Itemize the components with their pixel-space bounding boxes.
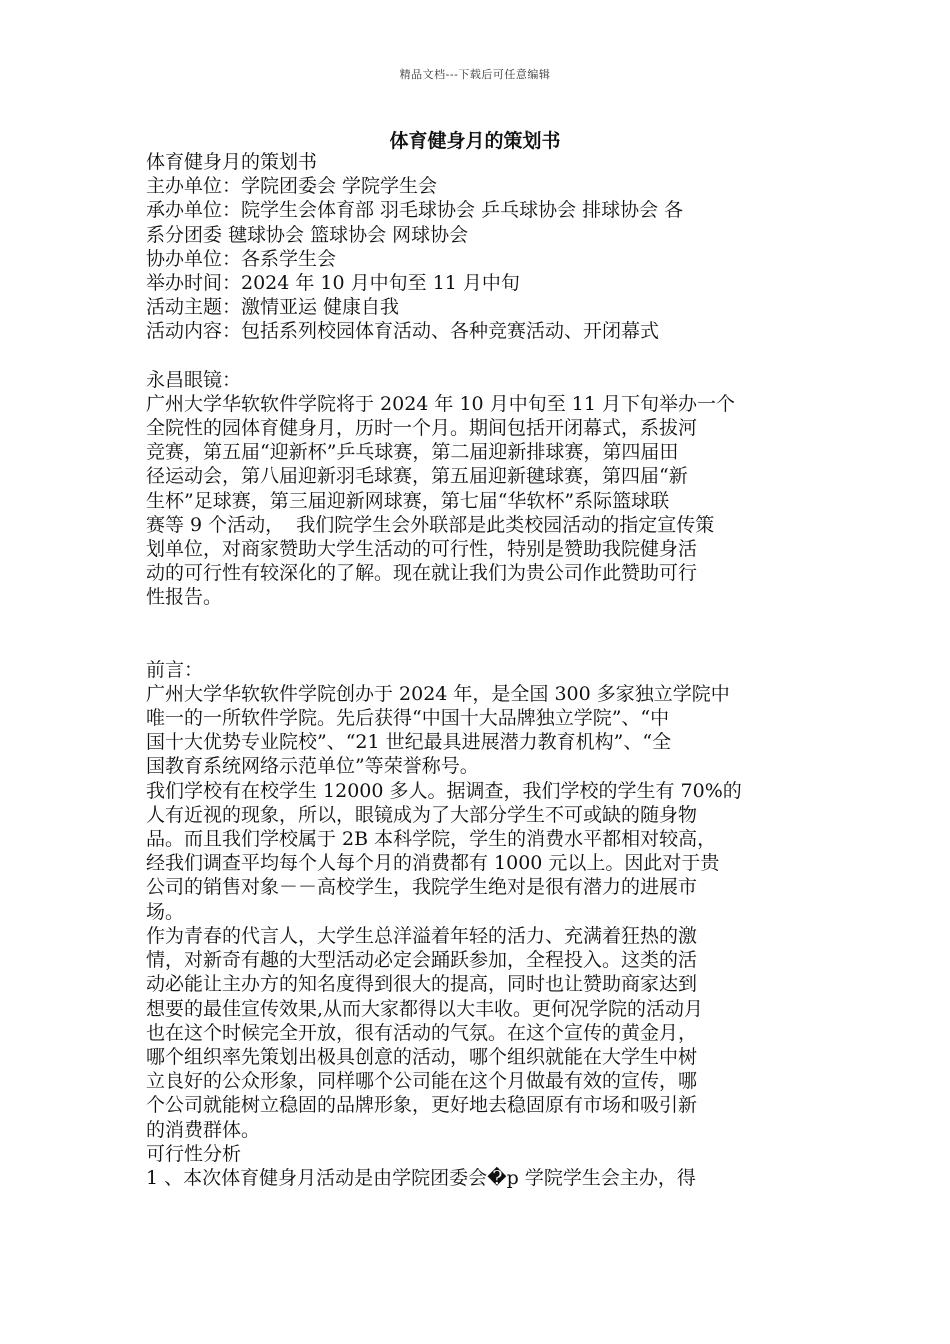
- sponsor-line: 竞赛，第五届“迎新杯”乒乓球赛，第二届迎新排球赛，第四届田: [146, 441, 679, 464]
- co-organizer-line: 协办单位：各系学生会: [146, 247, 337, 270]
- paragraph-gap: [146, 610, 806, 658]
- sponsor-line: 广州大学华软软件学院将于 2024 年 10 月中旬至 11 月下旬举办一个: [146, 392, 735, 415]
- preface-line: 想要的最佳宣传效果,从而大家都得以大丰收。更何况学院的活动月: [146, 997, 704, 1020]
- sponsor-line: 全院性的园体育健身月，历时一个月。期间包括开闭幕式，系拔河: [146, 417, 698, 440]
- page-header-note: 精品文档---下载后可任意编辑: [399, 68, 551, 81]
- sponsor-line: 生杯”足球赛，第三届迎新网球赛，第七届“华软杯”系际篮球联: [146, 489, 670, 512]
- feasibility-heading: 可行性分析: [146, 1142, 242, 1165]
- preface-line: 国十大优势专业院校”、“21 世纪最具进展潜力教育机构”、“全: [146, 731, 672, 754]
- preface-line: 情，对新奇有趣的大型活动必定会踊跃参加，全程投入。这类的活: [146, 949, 698, 972]
- organizer-line-1: 承办单位：院学生会体育部 羽毛球协会 乒乓球协会 排球协会 各: [146, 199, 684, 222]
- preface-line: 场。: [146, 900, 185, 923]
- preface-line: 人有近视的现象，所以，眼镜成为了大部分学生不可或缺的随身物: [146, 803, 698, 826]
- preface-heading: 前言：: [146, 658, 204, 681]
- organizer-line-2: 系分团委 毽球协会 篮球协会 网球协会: [146, 223, 469, 246]
- preface-line: 哪个组织率先策划出极具创意的活动，哪个组织就能在大学生中树: [146, 1045, 698, 1068]
- preface-line: 的消费群体。: [146, 1118, 261, 1141]
- sponsor-line: 划单位，对商家赞助大学生活动的可行性，特别是赞助我院健身活: [146, 538, 698, 561]
- preface-line: 唯一的一所软件学院。先后获得“中国十大品牌独立学院”、“中: [146, 707, 670, 730]
- preface-line: 广州大学华软软件学院创办于 2024 年，是全国 300 多家独立学院中: [146, 682, 730, 705]
- document-body: [146, 150, 806, 1190]
- preface-line: 也在这个时候完全开放，很有活动的气氛。在这个宣传的黄金月，: [146, 1021, 698, 1044]
- preface-line: 国教育系统网络示范单位”等荣誉称号。: [146, 755, 479, 778]
- sponsor-line: 动的可行性有较深化的了解。现在就让我们为贵公司作此赞助可行: [146, 562, 698, 585]
- content-line: 活动内容：包括系列校园体育活动、各种竞赛活动、开闭幕式: [146, 320, 660, 343]
- subtitle-line: 体育健身月的策划书: [146, 151, 318, 173]
- host-line: 主办单位：学院团委会 学院学生会: [146, 175, 438, 198]
- document-title: 体育健身月的策划书: [389, 130, 561, 152]
- sponsor-line: 赛等 9 个活动， 我们院学生会外联部是此类校园活动的指定宣传策: [146, 513, 715, 536]
- feasibility-line: 1 、本次体育健身月活动是由学院团委会�p 学院学生会主办，得: [146, 1166, 696, 1189]
- time-line: 举办时间：2024 年 10 月中旬至 11 月中旬: [146, 272, 520, 295]
- preface-line: 品。而且我们学校属于 2B 本科学院，学生的消费水平都相对较高，: [146, 828, 717, 851]
- preface-line: 我们学校有在校学生 12000 多人。据调查，我们学校的学生有 70%的: [146, 779, 742, 802]
- preface-line: 作为青春的代言人，大学生总洋溢着年轻的活力、充满着狂热的激: [146, 924, 698, 947]
- preface-line: 个公司就能树立稳固的品牌形象，更好地去稳固原有市场和吸引新: [146, 1094, 698, 1117]
- preface-line: 动必能让主办方的知名度得到很大的提高，同时也让赞助商家达到: [146, 973, 698, 996]
- theme-line: 活动主题：激情亚运 健康自我: [146, 296, 400, 319]
- paragraph-gap: [146, 344, 806, 368]
- sponsor-line: 径运动会，第八届迎新羽毛球赛，第五届迎新毽球赛，第四届“新: [146, 465, 688, 488]
- preface-line: 经我们调查平均每个人每个月的消费都有 1000 元以上。因此对于贵: [146, 852, 720, 875]
- sponsor-heading: 永昌眼镜：: [146, 368, 242, 391]
- sponsor-line: 性报告。: [146, 586, 223, 609]
- preface-line: 公司的销售对象－－高校学生，我院学生绝对是很有潜力的进展市: [146, 876, 698, 899]
- preface-line: 立良好的公众形象，同样哪个公司能在这个月做最有效的宣传，哪: [146, 1070, 698, 1093]
